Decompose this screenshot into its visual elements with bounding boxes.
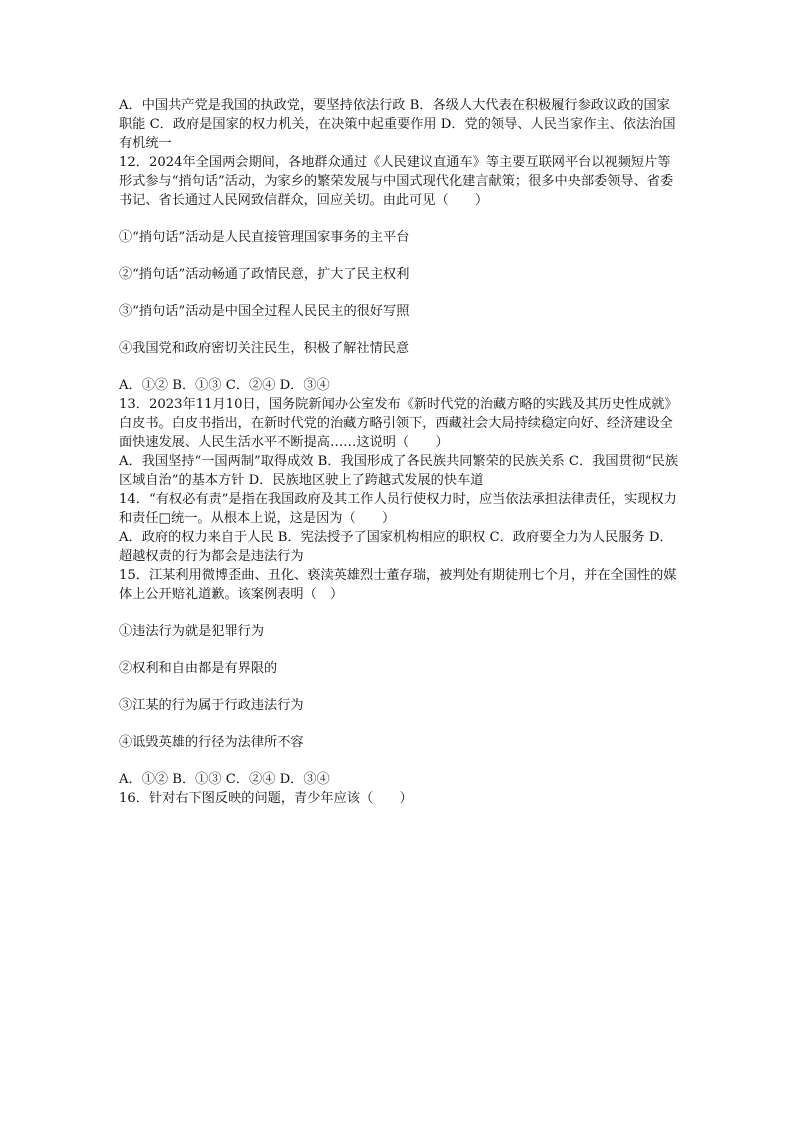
q16-stem: 16．针对右下图反映的问题，青少年应该（ ） xyxy=(119,791,413,806)
question-15 xyxy=(119,566,679,789)
q14-stem: 14．“有权必有责”是指在我国政府及其工作人员行使权力时，应当依法承担法律责任，实现权力和责任□统一。从根本上说，这是因为（ ） xyxy=(119,492,677,526)
q12-stem: 12．2024年全国两会期间，各地群众通过《人民建议直通车》等主要互联网平台以视频短片等形式参与“捎句话”活动，为家乡的繁荣发展与中国式现代化建言献策；很多中央部委领导、省委书记、省长通过人民网致信群众，回应关切。由此可见（ ） xyxy=(119,155,674,208)
q15-stem: 15．江某利用微博歪曲、丑化、亵渎英雄烈士董存瑞，被判处有期徒刑七个月，并在全国性的媒体上公开赔礼道歉。该案例表明（ ） xyxy=(119,568,677,602)
question-16 xyxy=(119,789,679,808)
q15-statement-2: ②权利和自由都是有界限的 xyxy=(119,661,278,676)
q15-statement-4: ④诋毁英雄的行径为法律所不容 xyxy=(119,735,304,750)
q13-options: A．我国坚持“一国两制”取得成效 B．我国形成了各民族共同繁荣的民族关系 C．我国贯彻“民族区域自治”的基本方针 D．民族地区驶上了跨越式发展的快车道 xyxy=(119,454,679,488)
q12-statement-3: ③“捎句话”活动是中国全过程人民民主的很好写照 xyxy=(119,304,410,319)
q15-statement-1: ①违法行为就是犯罪行为 xyxy=(119,624,265,639)
q14-options: A．政府的权力来自于人民 B．宪法授予了国家机构相应的职权 C．政府要全力为人民服务 D．超越权责的行为都会是违法行为 xyxy=(119,530,673,564)
q15-statement-3: ③江某的行为属于行政违法行为 xyxy=(119,698,304,713)
q12-options: A．①② B．①③ C．②④ D．③④ xyxy=(119,378,330,393)
q12-statement-2: ②“捎句话”活动畅通了政情民意，扩大了民主权利 xyxy=(119,267,410,282)
q12-statement-1: ①“捎句话”活动是人民直接管理国家事务的主平台 xyxy=(119,230,410,245)
question-12 xyxy=(119,153,679,395)
q12-statement-4: ④我国党和政府密切关注民生，积极了解社情民意 xyxy=(119,341,410,356)
q13-stem: 13．2023年11月10日，国务院新闻办公室发布《新时代党的治藏方略的实践及其历史性成就》白皮书。白皮书指出，在新时代党的治藏方略引领下，西藏社会大局持续稳定向好、经济建设全面快速发展、人民生活水平不断提高……这说明（ ） xyxy=(119,397,678,450)
q15-options: A．①② B．①③ C．②④ D．③④ xyxy=(119,772,330,787)
question-content xyxy=(119,96,679,808)
question-14 xyxy=(119,490,679,566)
question-13 xyxy=(119,395,679,490)
q11-options: A．中国共产党是我国的执政党，要坚持依法行政 B．各级人大代表在积极履行参政议政的国家职能 C．政府是国家的权力机关，在决策中起重要作用 D．党的领导、人民当家作主、依法治国有机统一 xyxy=(119,98,676,151)
